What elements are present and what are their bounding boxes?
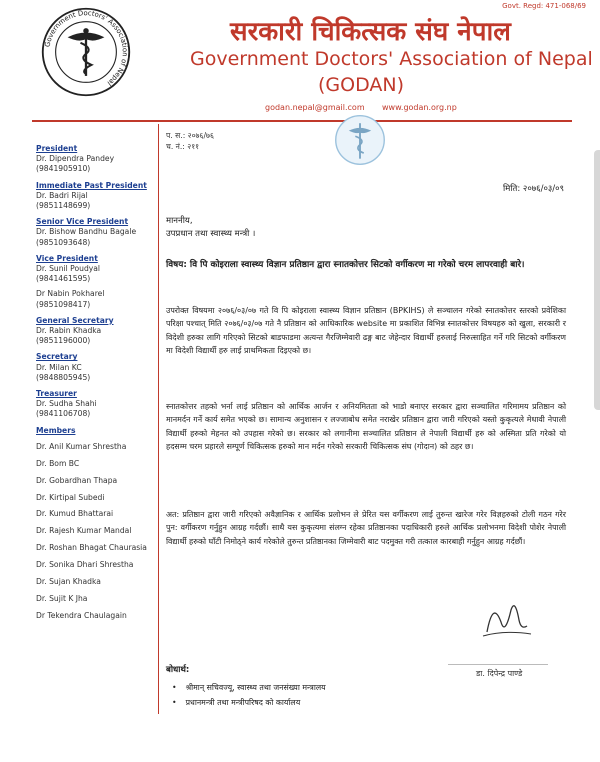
member-name: Dr. Sujan Khadka [36, 577, 101, 586]
officer-name: Dr. Bishow Bandhu Bagale [36, 227, 137, 237]
member-name: Dr. Roshan Bhagat Chaurasia [36, 543, 147, 553]
officer-role: General Secretary [36, 315, 114, 325]
officer-name: Dr. Sudha Shahi [36, 399, 97, 409]
officer-name: Dr. Sunil Poudyal [36, 264, 101, 274]
signer-name: डा. दिपेन्द्र पाण्डे [476, 669, 523, 678]
officer-past-president [36, 181, 156, 212]
officer-phone: (9851098417) [36, 299, 91, 309]
officer-phone: (9841461595) [36, 274, 91, 284]
officer-phone: (9851148699) [36, 201, 91, 211]
salutation [166, 215, 255, 241]
email-address: godan.nepal@gmail.com [265, 103, 365, 112]
sidebar-officers [36, 144, 156, 628]
godan-logo [40, 6, 132, 98]
caduceus-emblem-icon [332, 112, 388, 168]
officer-phone: (9848805945) [36, 372, 91, 382]
signature-line [448, 664, 548, 665]
officer-secretary [36, 352, 156, 383]
cc-heading: बोधार्थ: [166, 665, 190, 675]
cc-item: • प्रधानमन्त्री तथा मन्त्रीपरिषद को कार्यालय [172, 695, 326, 710]
org-title-nepali: सरकारी चिकित्सक संघ नेपाल [230, 17, 511, 47]
officer-general-secretary [36, 316, 156, 347]
letter-subject: विषय: वि पि कोइराला स्वास्थ्य विज्ञान प्रतिष्ठान द्वारा स्नातकोत्तर सिटको वर्गीकरण मा गरेको चरम लापरवाही बारे। [166, 260, 525, 270]
cc-item: • श्रीमान् सचिवज्यू, स्वास्थ्य तथा जनसंख्या मन्त्रालय [172, 680, 326, 695]
officer-name: Dr. Dipendra Pandey [36, 154, 115, 164]
officer-role: Secretary [36, 352, 78, 362]
sidebar-divider [158, 124, 159, 714]
salutation-line: माननीय, [166, 216, 193, 226]
member-name: Dr. Sonika Dhari Shrestha [36, 560, 134, 570]
officer-name: Dr. Rabin Khadka [36, 326, 102, 336]
letter-reference [166, 130, 214, 152]
officer-phone: (9851093648) [36, 237, 91, 247]
member-name: Dr. Gobardhan Thapa [36, 475, 118, 485]
officer-role: Vice President [36, 253, 98, 263]
members-heading: Members [36, 425, 76, 435]
recipient-line: उपप्रधान तथा स्वास्थ्य मन्त्री । [166, 229, 256, 239]
reference-number: प. स.: २०७६/७६ [166, 131, 214, 140]
body-paragraph-2: स्नातकोत्तर तहको भर्ना लाई प्रतिष्ठान को आर्थिक आर्जन र अनियमितता को भाडो बनाएर सरकार द्वारा सञ्चालित गरिमामय प्रतिष्ठान को मानमर्दन गर्ने कार्य समेत भएको छ। सामान्य अनुशासन र लज्जाबोध समेत नराखेर प्रतिष्ठान द्वारा जारी गरिएको यस्तो कुकृत्यले मेधावी नेपाली विद्यार्थी हरुको मेहनत को उपहास गरेको छ। सरकार को लगानीमा सञ्चालित प्रतिष्ठान ले नेपाली विद्यार्थी हरु को अस्मिता प्रति गरेको यो हदसम्म चरम प्रहारले सम्पूर्ण चिकित्सक हरुको मान मर्दन गरेको सरकारी चिकित्सक संघ (गोदान) को ठहर छ। [166, 402, 566, 452]
officer-phone: (9851196000) [36, 336, 91, 346]
header-divider [32, 120, 572, 122]
member-name: Dr. Anil Kumar Shrestha [36, 441, 127, 451]
cc-list [172, 680, 326, 710]
svg-text:Government Doctors' Associatio: Government Doctors' Association of Nepal [43, 9, 129, 88]
officer-name: Dr. Badri Rijal [36, 190, 88, 200]
body-paragraph-1: उपरोक्त विषयमा २०७६/०३/०७ गते वि पि कोइराला स्वास्थ्य विज्ञान प्रतिष्ठान (BPKIHS) ले सञ्चालन गरेको स्नातकोत्तर स्तरको प्रवेशिका परिक्षा पश्चात् मिति २०७६/०३/०७ गते नै प्रतिष्ठान को आधिकारिक website मा प्रकाशित विभिन्न स्नातकोत्तर विषयहरु को खुला, सरकारी र विदेशी हरुका लागि गरिएको सिटको बाडफाडमा अत्यन्त गैरजिम्मेवारी ढङ्ग बाट जेहेन्दार विद्यार्थी हरुलाई निरुत्साहित गर्ने गरि सिटको वर्गीकरण मा विदेशी विद्यार्थी हरु लाई प्राथमिकता दिइएको छ। [166, 306, 566, 356]
member-name: Dr. Rajesh Kumar Mandal [36, 526, 132, 536]
member-name: Dr. Bom BC [36, 458, 80, 468]
officer-role: Senior Vice President [36, 217, 129, 227]
officer-name: Dr. Milan KC [36, 362, 82, 372]
officer-role: Treasurer [36, 389, 77, 399]
org-abbreviation: (GODAN) [318, 74, 405, 96]
scroll-edge [594, 150, 600, 410]
officer-senior-vp [36, 217, 156, 248]
registration-number: Govt. Regd: 471-068/69 [502, 2, 586, 10]
body-paragraph-3: अत: प्रतिष्ठान द्वारा जारी गरिएको अवैज्ञानिक र आर्थिक प्रलोभन ले प्रेरित यस वर्गीकरण लाई तुरुन्त खारेज गरेर विज्ञहरुको टोली गठन गरेर पुन: वर्गीकरण गर्नुहुन आग्रह गर्दछौं। साथै यस कुकृत्यमा संलग्न रहेका प्रतिष्ठानका पदाधिकारी हरुले आर्थिक प्रलोभनमा विदेशी पोशेर नेपाली विद्यार्थी हरुको घाँटी निमोठ्ने कार्य गरेकोले तुरुन्त प्रतिष्ठानका जिम्मेवारी बाट पदमुक्त गरी तत्काल कारबाही गर्नुहुन आग्रह गर्दछौं। [166, 510, 566, 546]
handwritten-signature [475, 592, 535, 642]
member-name: Dr. Kumud Bhattarai [36, 509, 114, 519]
officer-phone: (9841905910) [36, 164, 91, 174]
officer-name: Dr Nabin Pokharel [36, 289, 105, 299]
letter-date: मिति: २०७६/०३/०९ [503, 184, 564, 194]
org-title-english: Government Doctors' Association of Nepal [190, 48, 593, 70]
website-url: www.godan.org.np [382, 103, 457, 112]
officer-treasurer [36, 389, 156, 420]
officer-role: Immediate Past President [36, 180, 147, 190]
member-name: Dr. Sujit K Jha [36, 593, 88, 603]
officer-president [36, 144, 156, 175]
officer-phone: (9841106708) [36, 409, 91, 419]
members-list [36, 426, 156, 621]
dispatch-number: च. नं.: २११ [166, 142, 200, 151]
officer-vp [36, 254, 156, 310]
member-name: Dr. Kirtipal Subedi [36, 492, 105, 502]
member-name: Dr Tekendra Chaulagain [36, 610, 127, 620]
officer-role: President [36, 144, 78, 153]
